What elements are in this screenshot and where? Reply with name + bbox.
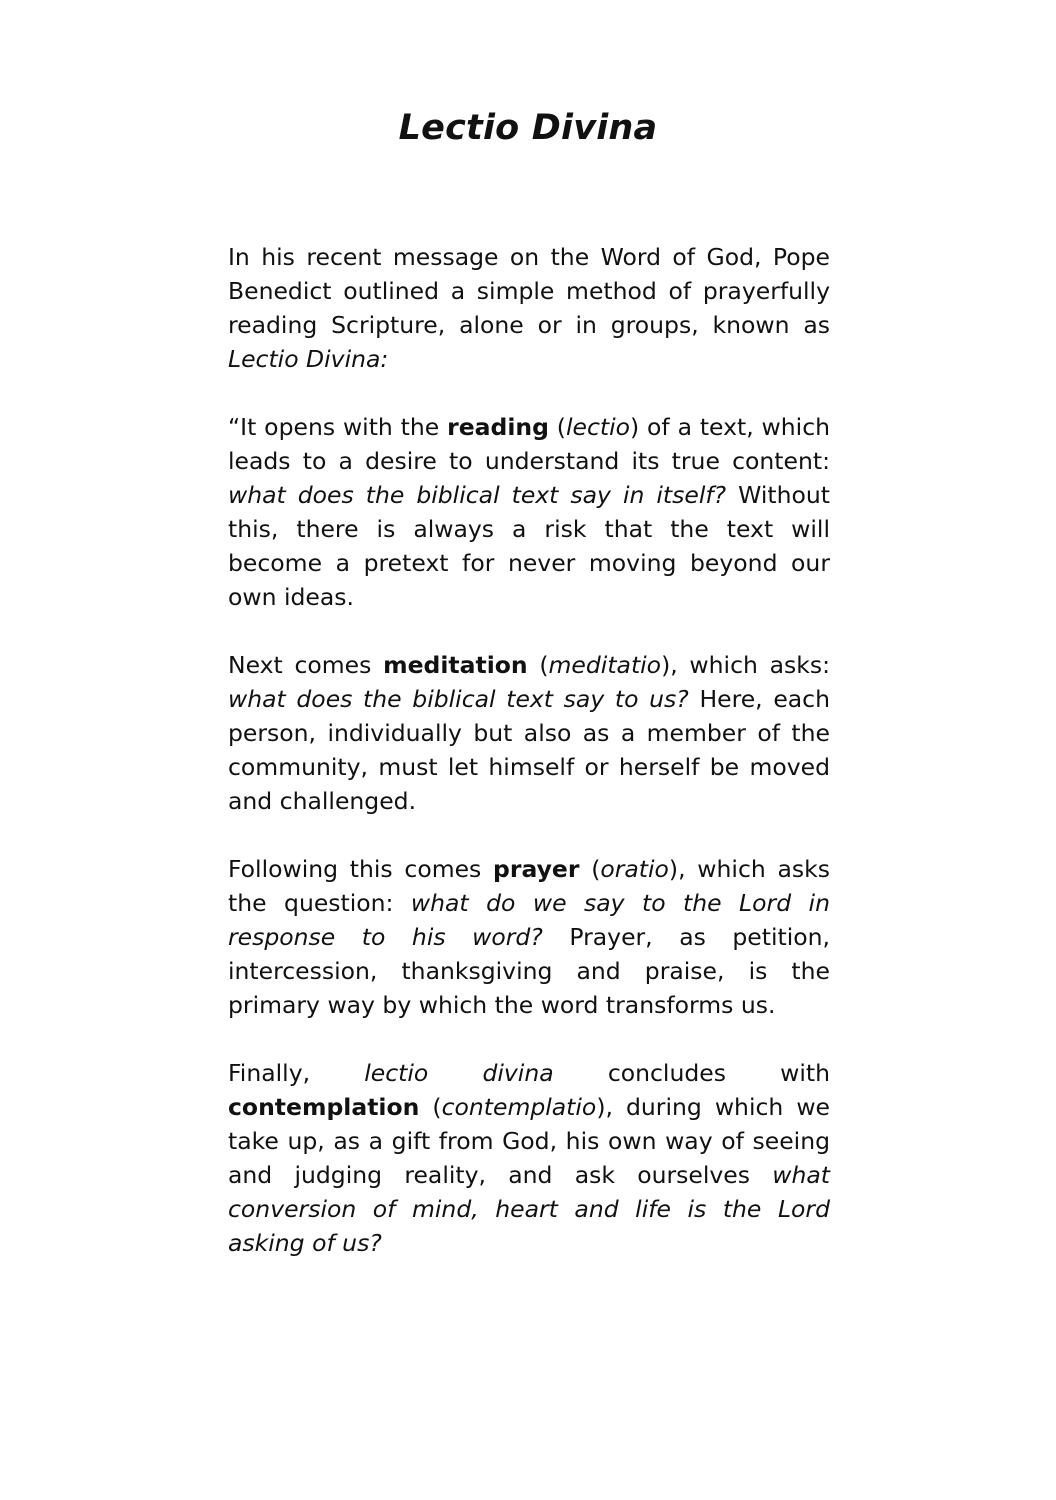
reading-after: ) of a text, which leads to a desire to understand its true content: — [228, 413, 831, 475]
meditation-rest: Here, each person, individually but also as a member of the community, must let himself or herself be moved and challenged. — [228, 685, 830, 815]
prayer-question: what do we say to the Lord in response to his word? — [228, 889, 830, 951]
page-title: Lectio Divina — [398, 108, 658, 148]
prayer-after: ), which asks the question: — [228, 855, 830, 917]
contemplation-bold: contemplation — [228, 1093, 420, 1121]
reading-paren: ( — [548, 413, 566, 441]
meditation-paren: ( — [527, 651, 549, 679]
prayer-open: Following this comes — [228, 855, 494, 883]
paragraph-prayer — [228, 852, 830, 1022]
prayer-paren: ( — [579, 855, 601, 883]
contemplation-mid: concludes with — [553, 1059, 830, 1087]
intro-term: Lectio Divina: — [228, 345, 389, 373]
paragraph-contemplation — [228, 1056, 830, 1260]
prayer-bold: prayer — [493, 855, 580, 883]
meditation-after: ), which asks: — [661, 651, 831, 679]
meditation-open: Next comes — [228, 651, 384, 679]
prayer-latin: oratio — [600, 855, 669, 883]
meditation-latin: meditatio — [548, 651, 662, 679]
paragraph-reading — [228, 410, 830, 614]
meditation-bold: meditation — [383, 651, 528, 679]
paragraph-intro — [228, 240, 830, 376]
intro-text: In his recent message on the Word of God, Pope Benedict outlined a simple method of prayerfully reading Scripture, alone or in groups, known as — [228, 243, 830, 339]
reading-latin: lectio — [565, 413, 631, 441]
contemplation-paren: ( — [419, 1093, 442, 1121]
contemplation-open: Finally, — [228, 1059, 365, 1087]
reading-bold: reading — [447, 413, 549, 441]
paragraph-meditation — [228, 648, 830, 818]
document-body — [228, 240, 830, 1294]
contemplation-question: what conversion of mind, heart and life is the Lord asking of us? — [228, 1161, 830, 1257]
meditation-question: what does the biblical text say to us? — [228, 685, 689, 713]
reading-question: what does the biblical text say in itself? — [228, 481, 727, 509]
contemplation-after: ), during which we take up, as a gift from God, his own way of seeing and judging reality, and ask ourselves — [228, 1093, 830, 1189]
prayer-rest: Prayer, as petition, intercession, thanksgiving and praise, is the primary way by which the word transforms us. — [228, 923, 830, 1019]
contemplation-term: lectio divina — [364, 1059, 554, 1087]
reading-open: “It opens with the — [228, 413, 448, 441]
reading-rest: Without this, there is always a risk that the text will become a pretext for never moving beyond our own ideas. — [228, 481, 830, 611]
contemplation-latin: contemplatio — [441, 1093, 597, 1121]
